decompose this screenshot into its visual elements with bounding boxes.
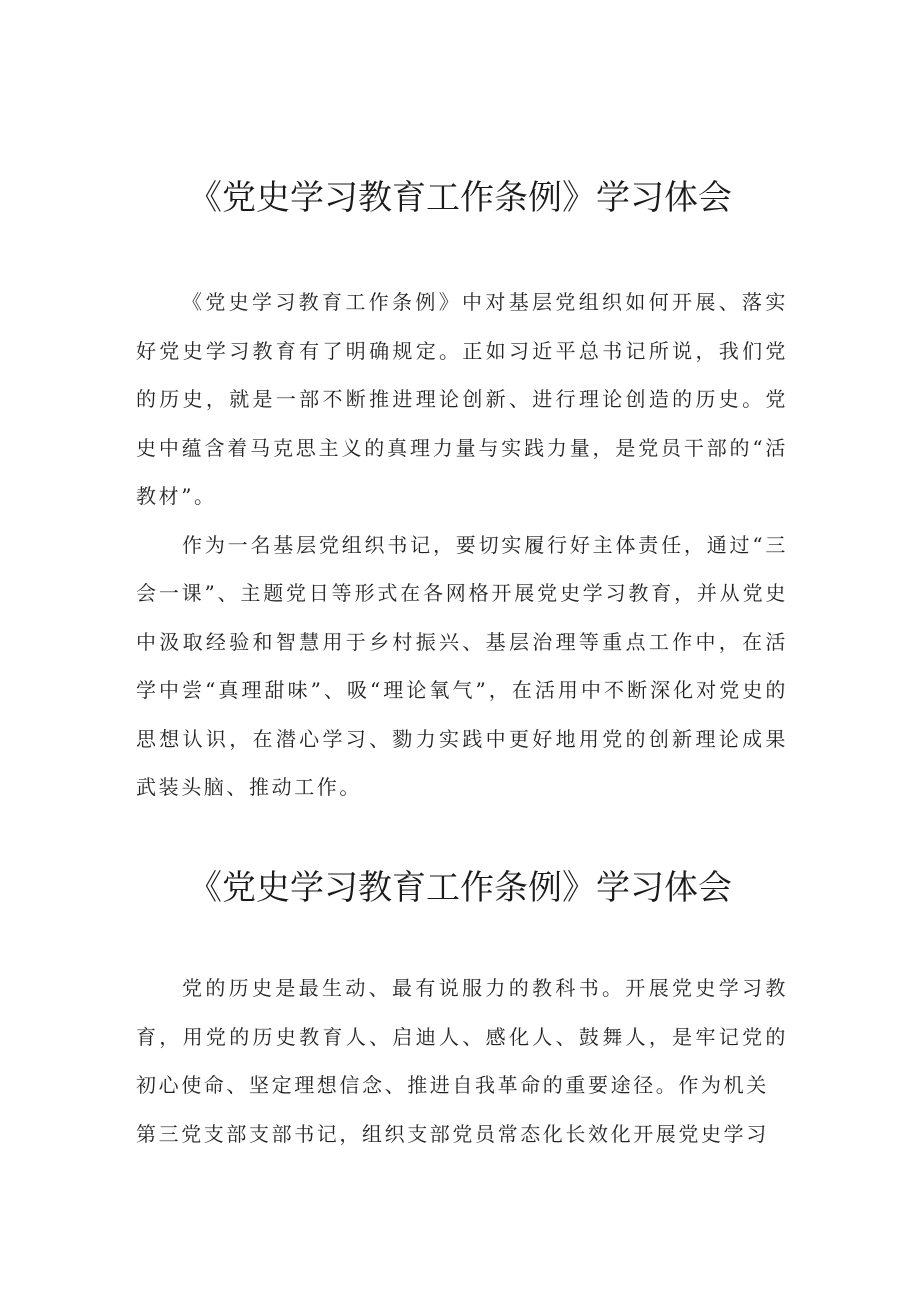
paragraph: 《党史学习教育工作条例》中对基层党组织如何开展、落实好党史学习教育有了明确规定。正如习近平总书记所说，我们党的历史，就是一部不断推进理论创新、进行理论创造的历史。党史中蕴含着马克思主义的真理力量与实践力量，是党员干部的“活教材”。 — [136, 290, 788, 508]
section-2-body — [136, 964, 788, 1110]
document-title: 《党史学习教育工作条例》学习体会 — [188, 178, 732, 218]
section-2-body-continued — [136, 1110, 788, 1159]
paragraph: 党的历史是最生动、最有说服力的教科书。开展党史学习教育，用党的历史教育人、启迪人、感化人、鼓舞人，是牢记党的初心使命、坚定理想信念、推进自我革命的重要途径。作为机关 — [136, 976, 788, 1097]
document-title: 《党史学习教育工作条例》学习体会 — [188, 868, 732, 908]
paragraph: 第三党支部支部书记，组织支部党员常态化长效化开展党史学习 — [136, 1122, 769, 1146]
paragraph: 作为一名基层党组织书记，要切实履行好主体责任，通过“三会一课”、主题党日等形式在各网格开展党史学习教育，并从党史中汲取经验和智慧用于乡村振兴、基层治理等重点工作中，在活学中尝“真理甜味”、吸“理论氧气”，在活用中不断深化对党史的思想认识，在潜心学习、勠力实践中更好地用党的创新理论成果武装头脑、推动工作。 — [136, 532, 788, 799]
section-1-body — [136, 278, 788, 812]
